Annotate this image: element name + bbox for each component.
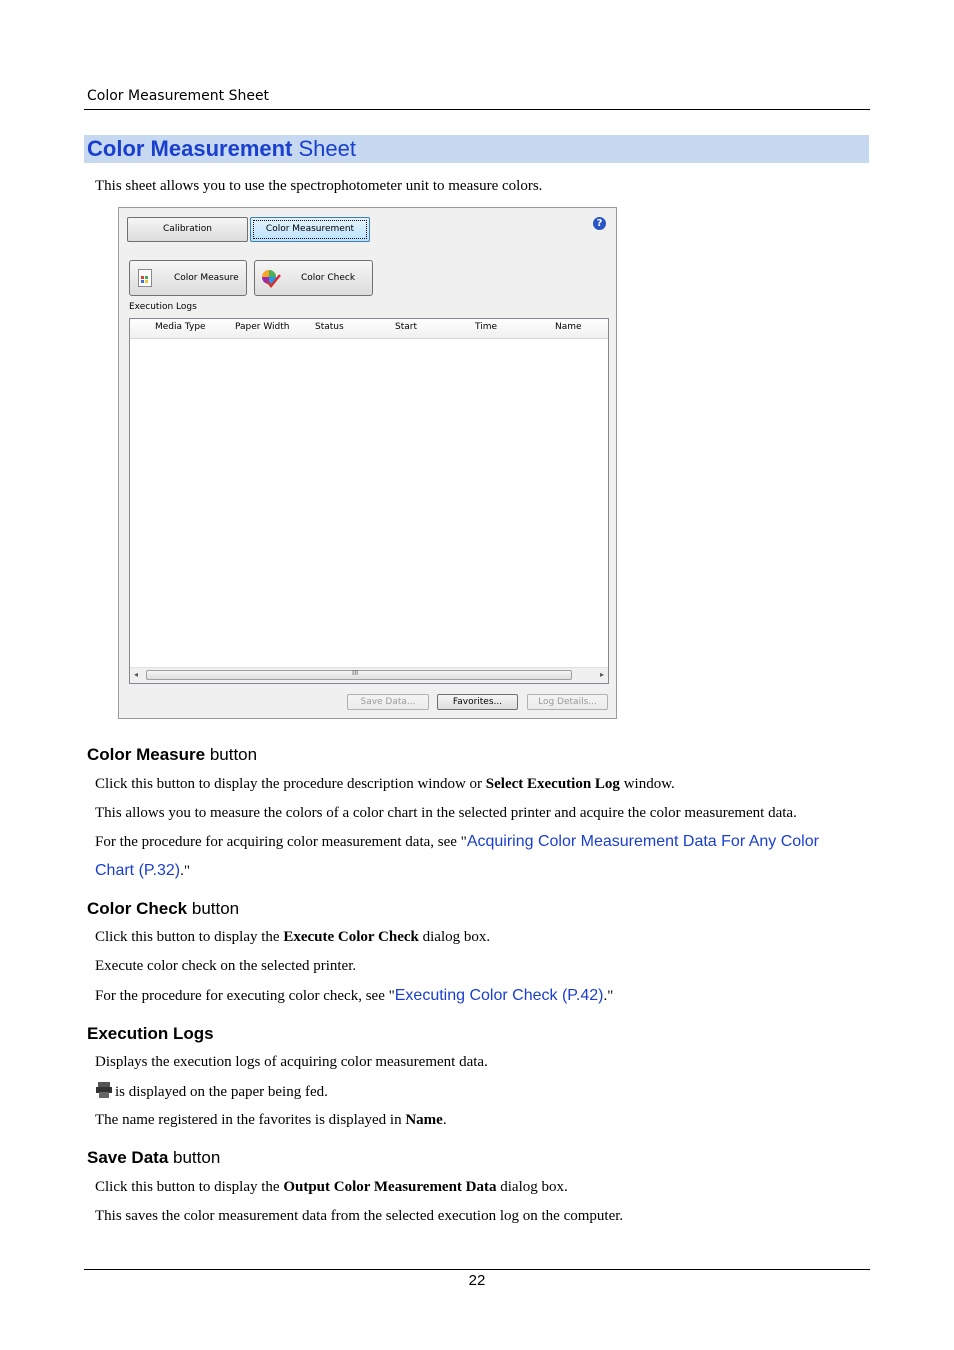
sd-p1-pre: Click this button to display the: [95, 1179, 284, 1195]
color-measure-p1: [95, 776, 675, 793]
cc-p3-pre: For the procedure for executing color check, see ": [95, 988, 395, 1004]
column-start[interactable]: Start: [395, 322, 417, 332]
horizontal-scrollbar[interactable]: [130, 667, 608, 683]
list-header: [130, 319, 608, 339]
cc-p1-pre: Click this button to display the: [95, 929, 284, 945]
el-p3-pre: The name registered in the favorites is displayed in: [95, 1112, 406, 1128]
p3-post: .": [180, 863, 190, 879]
page-number: 22: [468, 1272, 486, 1289]
calibration-tab-button[interactable]: [127, 217, 248, 242]
scrollbar-thumb[interactable]: [146, 670, 572, 680]
color-measure-heading-rest: button: [205, 745, 258, 764]
color-check-heading-rest: button: [187, 899, 240, 918]
favorites-button[interactable]: Favorites...: [437, 694, 518, 710]
log-details-button[interactable]: Log Details...: [527, 694, 608, 710]
calibration-tab-label: Calibration: [163, 224, 212, 234]
page-title-bold: Color Measurement: [87, 136, 293, 161]
footer-rule: [84, 1269, 870, 1270]
color-measure-label: Color Measure: [174, 273, 239, 283]
p1-post: window.: [619, 776, 675, 792]
scroll-grip-icon: III: [352, 669, 359, 677]
color-check-heading: [87, 899, 239, 919]
column-time[interactable]: Time: [475, 322, 498, 332]
color-check-heading-bold: Color Check: [87, 899, 188, 918]
page-title-rest: Sheet: [292, 136, 356, 161]
color-measure-p2: This allows you to measure the colors of a color chart in the selected printer and acquire the color measurement data.: [95, 805, 797, 821]
help-icon[interactable]: ?: [593, 217, 606, 230]
color-measurement-tab-button[interactable]: [250, 217, 370, 242]
column-paper-width[interactable]: Paper Width: [235, 322, 290, 332]
cc-p3-post: .": [603, 988, 614, 1004]
color-measure-p3-cont: [95, 862, 190, 880]
header-rule: [84, 109, 870, 110]
color-check-button[interactable]: [254, 260, 373, 296]
executing-color-check-link[interactable]: Executing Color Check (P.42): [394, 987, 604, 1004]
intro-text: This sheet allows you to use the spectrophotometer unit to measure colors.: [95, 178, 543, 194]
cc-p1-bold: Execute Color Check: [283, 929, 419, 945]
save-data-p2: This saves the color measurement data from the selected execution log on the computer.: [95, 1208, 624, 1224]
acquiring-data-link[interactable]: Acquiring Color Measurement Data For Any Color: [466, 833, 819, 850]
p1-bold: Select Execution Log: [485, 776, 620, 792]
save-data-heading-bold: Save Data: [87, 1148, 169, 1167]
scroll-right-arrow-icon[interactable]: ▸: [599, 670, 604, 679]
p3-pre: For the procedure for acquiring color measurement data, see ": [95, 834, 467, 850]
execution-logs-p3: [95, 1112, 447, 1129]
save-data-button[interactable]: Save Data...: [347, 694, 429, 710]
color-check-p2: Execute color check on the selected printer.: [95, 958, 357, 974]
color-check-icon: [261, 269, 281, 289]
color-check-label: Color Check: [301, 273, 356, 283]
scroll-left-arrow-icon[interactable]: ◂: [134, 670, 139, 679]
el-p3-post: .: [442, 1112, 447, 1128]
acquiring-data-link-cont[interactable]: Chart (P.32): [95, 862, 181, 879]
color-measure-button[interactable]: [129, 260, 247, 296]
column-status[interactable]: Status: [315, 322, 344, 332]
color-measure-heading: [87, 745, 257, 765]
column-media-type[interactable]: Media Type: [155, 322, 206, 332]
execution-logs-p1: Displays the execution logs of acquiring color measurement data.: [95, 1054, 488, 1070]
color-check-p1: [95, 929, 490, 946]
app-screenshot: [118, 207, 617, 719]
section-title-bar: [84, 135, 869, 163]
el-p3-bold: Name: [405, 1112, 443, 1128]
sd-p1-post: dialog box.: [496, 1179, 568, 1195]
running-header: Color Measurement Sheet: [87, 88, 270, 104]
execution-logs-list[interactable]: [129, 318, 609, 684]
color-measure-p3: [95, 833, 819, 851]
color-measure-icon: [138, 269, 152, 287]
page-title: [87, 136, 356, 162]
save-data-heading: [87, 1148, 220, 1168]
printer-icon: [95, 1081, 113, 1099]
save-data-p1: [95, 1179, 568, 1196]
save-data-heading-rest: button: [168, 1148, 221, 1167]
color-measurement-tab-label: Color Measurement: [265, 224, 355, 234]
execution-logs-p2: is displayed on the paper being fed.: [115, 1084, 328, 1100]
color-measure-heading-bold: Color Measure: [87, 745, 206, 764]
p1-pre: Click this button to display the procedure description window or: [95, 776, 486, 792]
column-name[interactable]: Name: [555, 322, 582, 332]
sd-p1-bold: Output Color Measurement Data: [283, 1179, 497, 1195]
execution-logs-heading: Execution Logs: [87, 1024, 214, 1043]
execution-logs-label: Execution Logs: [129, 302, 197, 312]
cc-p1-post: dialog box.: [418, 929, 491, 945]
color-check-p3: [95, 987, 613, 1005]
